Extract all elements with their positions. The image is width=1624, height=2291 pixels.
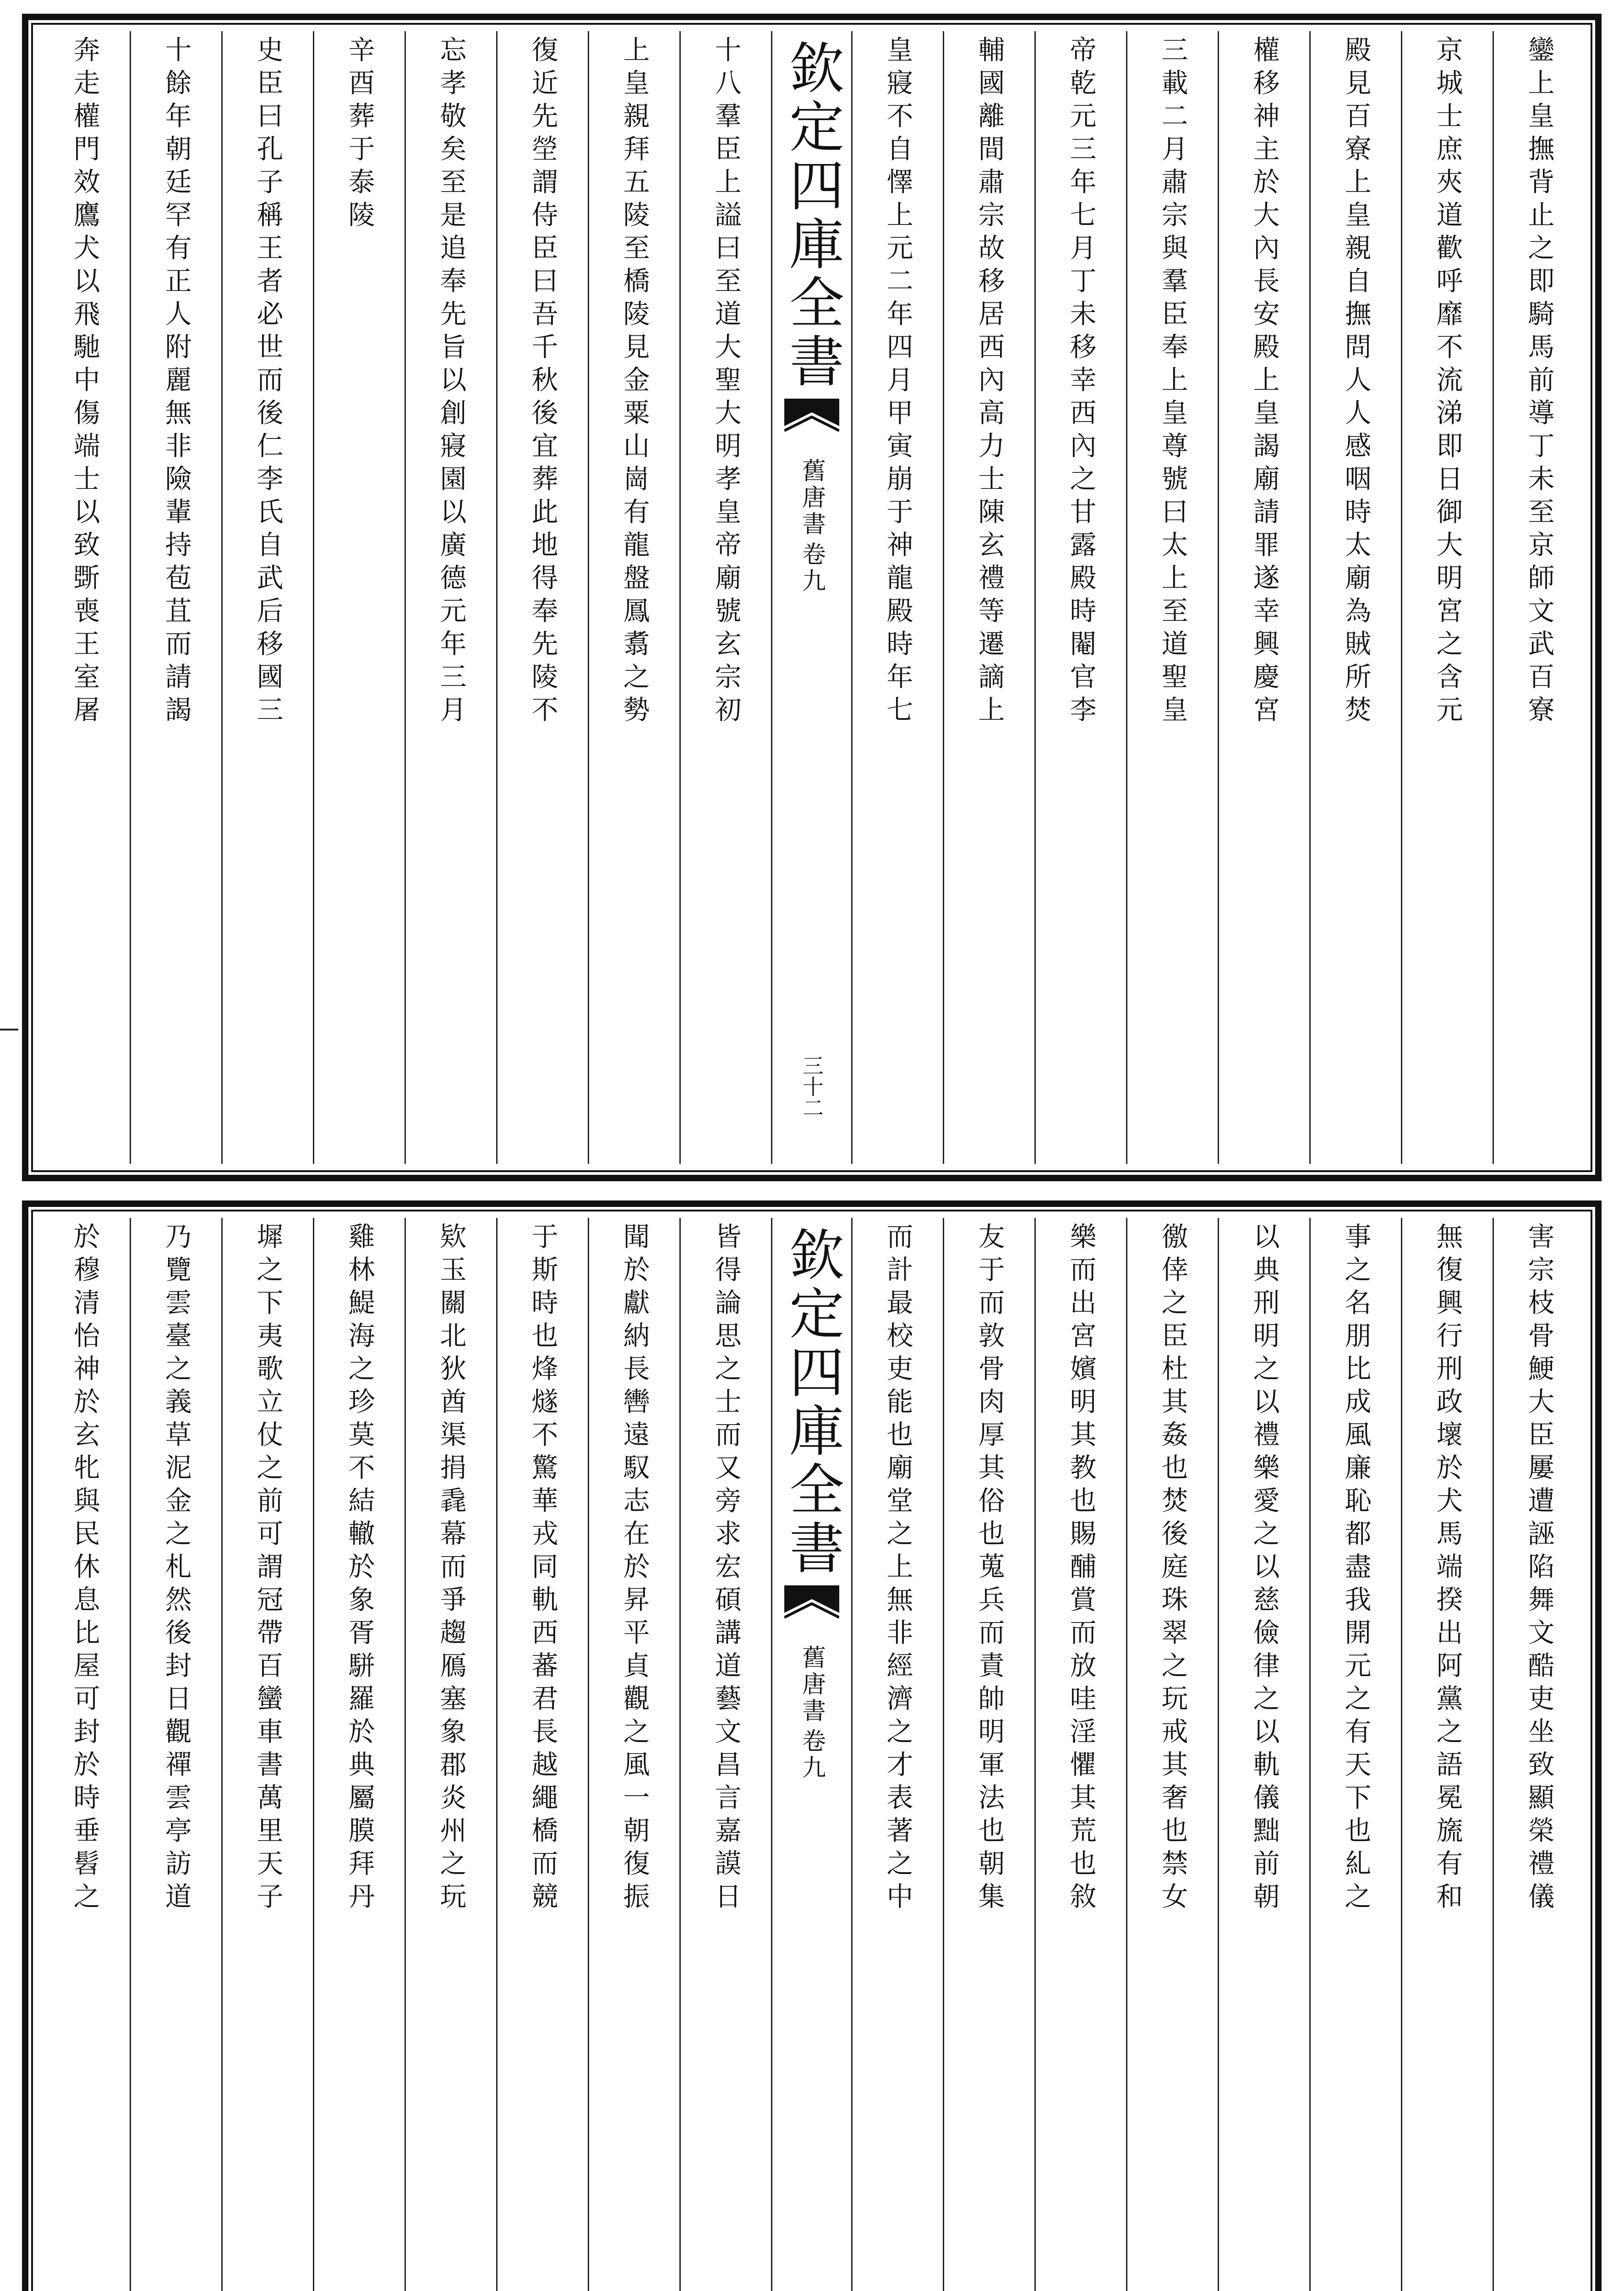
folio-number: 三十二: [799, 1055, 824, 1118]
volume-label: 卷九: [798, 1728, 826, 1781]
column-text: 奔走權門效鷹犬以飛馳中傷端士以致斲喪王室屠: [69, 36, 100, 729]
column-text: 三載二月肅宗與羣臣奉上皇尊號曰太上至道聖皇: [1157, 36, 1188, 729]
book-title: 舊唐書: [798, 458, 826, 538]
text-column: [130, 31, 221, 1164]
text-column: [221, 1218, 313, 2291]
column-text: 皆得論思之士而又旁求宏碩講道藝文昌言嘉謨日: [710, 1222, 742, 1915]
column-text: 輔國離間肅宗故移居西內高力士陳玄禮等遷謫上: [973, 36, 1005, 729]
column-text: 復近先塋謂侍臣曰吾千秋後宜葬此地得奉先陵不: [527, 36, 558, 729]
column-text: 乃覽雲臺之義草泥金之札然後封日觀禪雲亭訪道: [160, 1222, 192, 1915]
column-text: 帝乾元三年七月丁未移幸西內之甘露殿時閹官李: [1065, 36, 1097, 729]
text-column: [1126, 31, 1218, 1164]
text-column: [588, 31, 679, 1164]
column-text: 聞於獻納長轡遠馭志在於昇平貞觀之風一朝復振: [618, 1222, 650, 1915]
column-text: 友于而敦骨肉厚其俗也蒐兵而責帥明軍法也朝集: [973, 1222, 1005, 1915]
column-text: 京城士庶夾道歡呼靡不流涕即日御大明宮之含元: [1432, 36, 1463, 729]
book-title: 舊唐書: [798, 1645, 826, 1725]
column-text: 而計最校吏能也廟堂之上無非經濟之才表著之中: [882, 1222, 913, 1915]
text-column: [313, 1218, 405, 2291]
column-text: 權移神主於大內長安殿上皇謁廟請罪遂幸興慶宮: [1248, 36, 1280, 729]
text-column: [943, 31, 1034, 1164]
text-column: [496, 1218, 588, 2291]
column-text: 殿見百寮上皇親自撫問人人感咽時太廟為賊所焚: [1340, 36, 1372, 729]
text-column: [1218, 31, 1309, 1164]
column-text: 雞林鯷海之珍莫不結轍於象胥駢羅於典屬膜拜丹: [344, 1222, 375, 1915]
column-text: 十餘年朝廷罕有正人附麗無非險輩持苞苴而請謁: [160, 36, 192, 729]
text-column: [1309, 31, 1401, 1164]
column-text: 事之名朋比成風廉恥都盡我開元之有天下也糺之: [1340, 1222, 1372, 1915]
center-fold-margin: [771, 1218, 851, 2291]
column-text: 鑾上皇撫背止之即騎馬前導丁未至京師文武百寮: [1523, 36, 1555, 729]
text-column: [943, 1218, 1034, 2291]
column-text: 辛酉葬于泰陵: [344, 36, 375, 234]
text-column: [851, 1218, 943, 2291]
bottom-text-block: [22, 1200, 1602, 2291]
text-column: [1493, 1218, 1584, 2291]
column-text: 史臣曰孔子稱王者必世而後仁李氏自武后移國三: [252, 36, 284, 729]
column-text: 墀之下夷歌立仗之前可謂冠帶百蠻車書萬里天子: [252, 1222, 284, 1915]
bottom-column-grid: [39, 1218, 1584, 2291]
column-text: 十八羣臣上謚曰至道大聖大明孝皇帝廟號玄宗初: [710, 36, 742, 729]
text-column: [679, 1218, 771, 2291]
text-column: [130, 1218, 221, 2291]
text-column: [1401, 31, 1493, 1164]
text-column: [851, 31, 943, 1164]
top-column-grid: [39, 31, 1584, 1164]
text-column: [1493, 31, 1584, 1164]
column-text: 欵玉關北狄酋渠捐毳幕而爭趨鴈塞象郡炎州之玩: [435, 1222, 467, 1915]
column-text: 忘孝敬矣至是追奉先旨以創寢園以廣德元年三月: [435, 36, 467, 729]
top-text-block: [22, 14, 1602, 1181]
text-column: [1034, 31, 1126, 1164]
text-column: [588, 1218, 679, 2291]
text-column: [1034, 1218, 1126, 2291]
center-fold-margin: [771, 31, 851, 1164]
text-column: [313, 31, 405, 1164]
collection-title: 欽定四庫全書: [780, 1226, 844, 1578]
column-text: 于斯時也烽燧不驚華戎同軌西蕃君長越繩橋而競: [527, 1222, 558, 1915]
text-column: [39, 1218, 130, 2291]
column-text: 害宗枝骨鯁大臣屢遭誣陷舞文酷吏坐致顯榮禮儀: [1523, 1222, 1555, 1915]
column-text: 上皇親拜五陵至橋陵見金粟山崗有龍盤鳳翥之勢: [618, 36, 650, 729]
book-volume-label: [795, 1645, 829, 1781]
margin-mark: [0, 1029, 18, 1030]
book-volume-label: [795, 458, 829, 595]
text-column: [405, 1218, 496, 2291]
column-text: 樂而出宮嬪明其教也賜酺賞而放哇淫懼其荒也敘: [1065, 1222, 1097, 1915]
collection-title: 欽定四庫全書: [780, 39, 844, 391]
fishtail-mark-icon: [784, 399, 839, 444]
text-column: [496, 31, 588, 1164]
column-text: 徼倖之臣杜其姦也焚後庭珠翠之玩戒其奢也禁女: [1157, 1222, 1188, 1915]
text-column: [39, 31, 130, 1164]
fishtail-mark-icon: [784, 1585, 839, 1631]
text-column: [1126, 1218, 1218, 2291]
text-column: [1401, 1218, 1493, 2291]
column-text: 以典刑明之以禮樂愛之以慈儉律之以軌儀黜前朝: [1248, 1222, 1280, 1915]
volume-label: 卷九: [798, 542, 826, 595]
text-column: [221, 31, 313, 1164]
column-text: 皇寢不自懌上元二年四月甲寅崩于神龍殿時年七: [882, 36, 913, 729]
text-column: [405, 31, 496, 1164]
column-text: 無復興行刑政壞於犬馬端揆出阿黨之語冕旒有和: [1432, 1222, 1463, 1915]
text-column: [679, 31, 771, 1164]
text-column: [1218, 1218, 1309, 2291]
column-text: 於穆清怡神於玄牝與民休息比屋可封於時垂髫之: [69, 1222, 100, 1915]
text-column: [1309, 1218, 1401, 2291]
